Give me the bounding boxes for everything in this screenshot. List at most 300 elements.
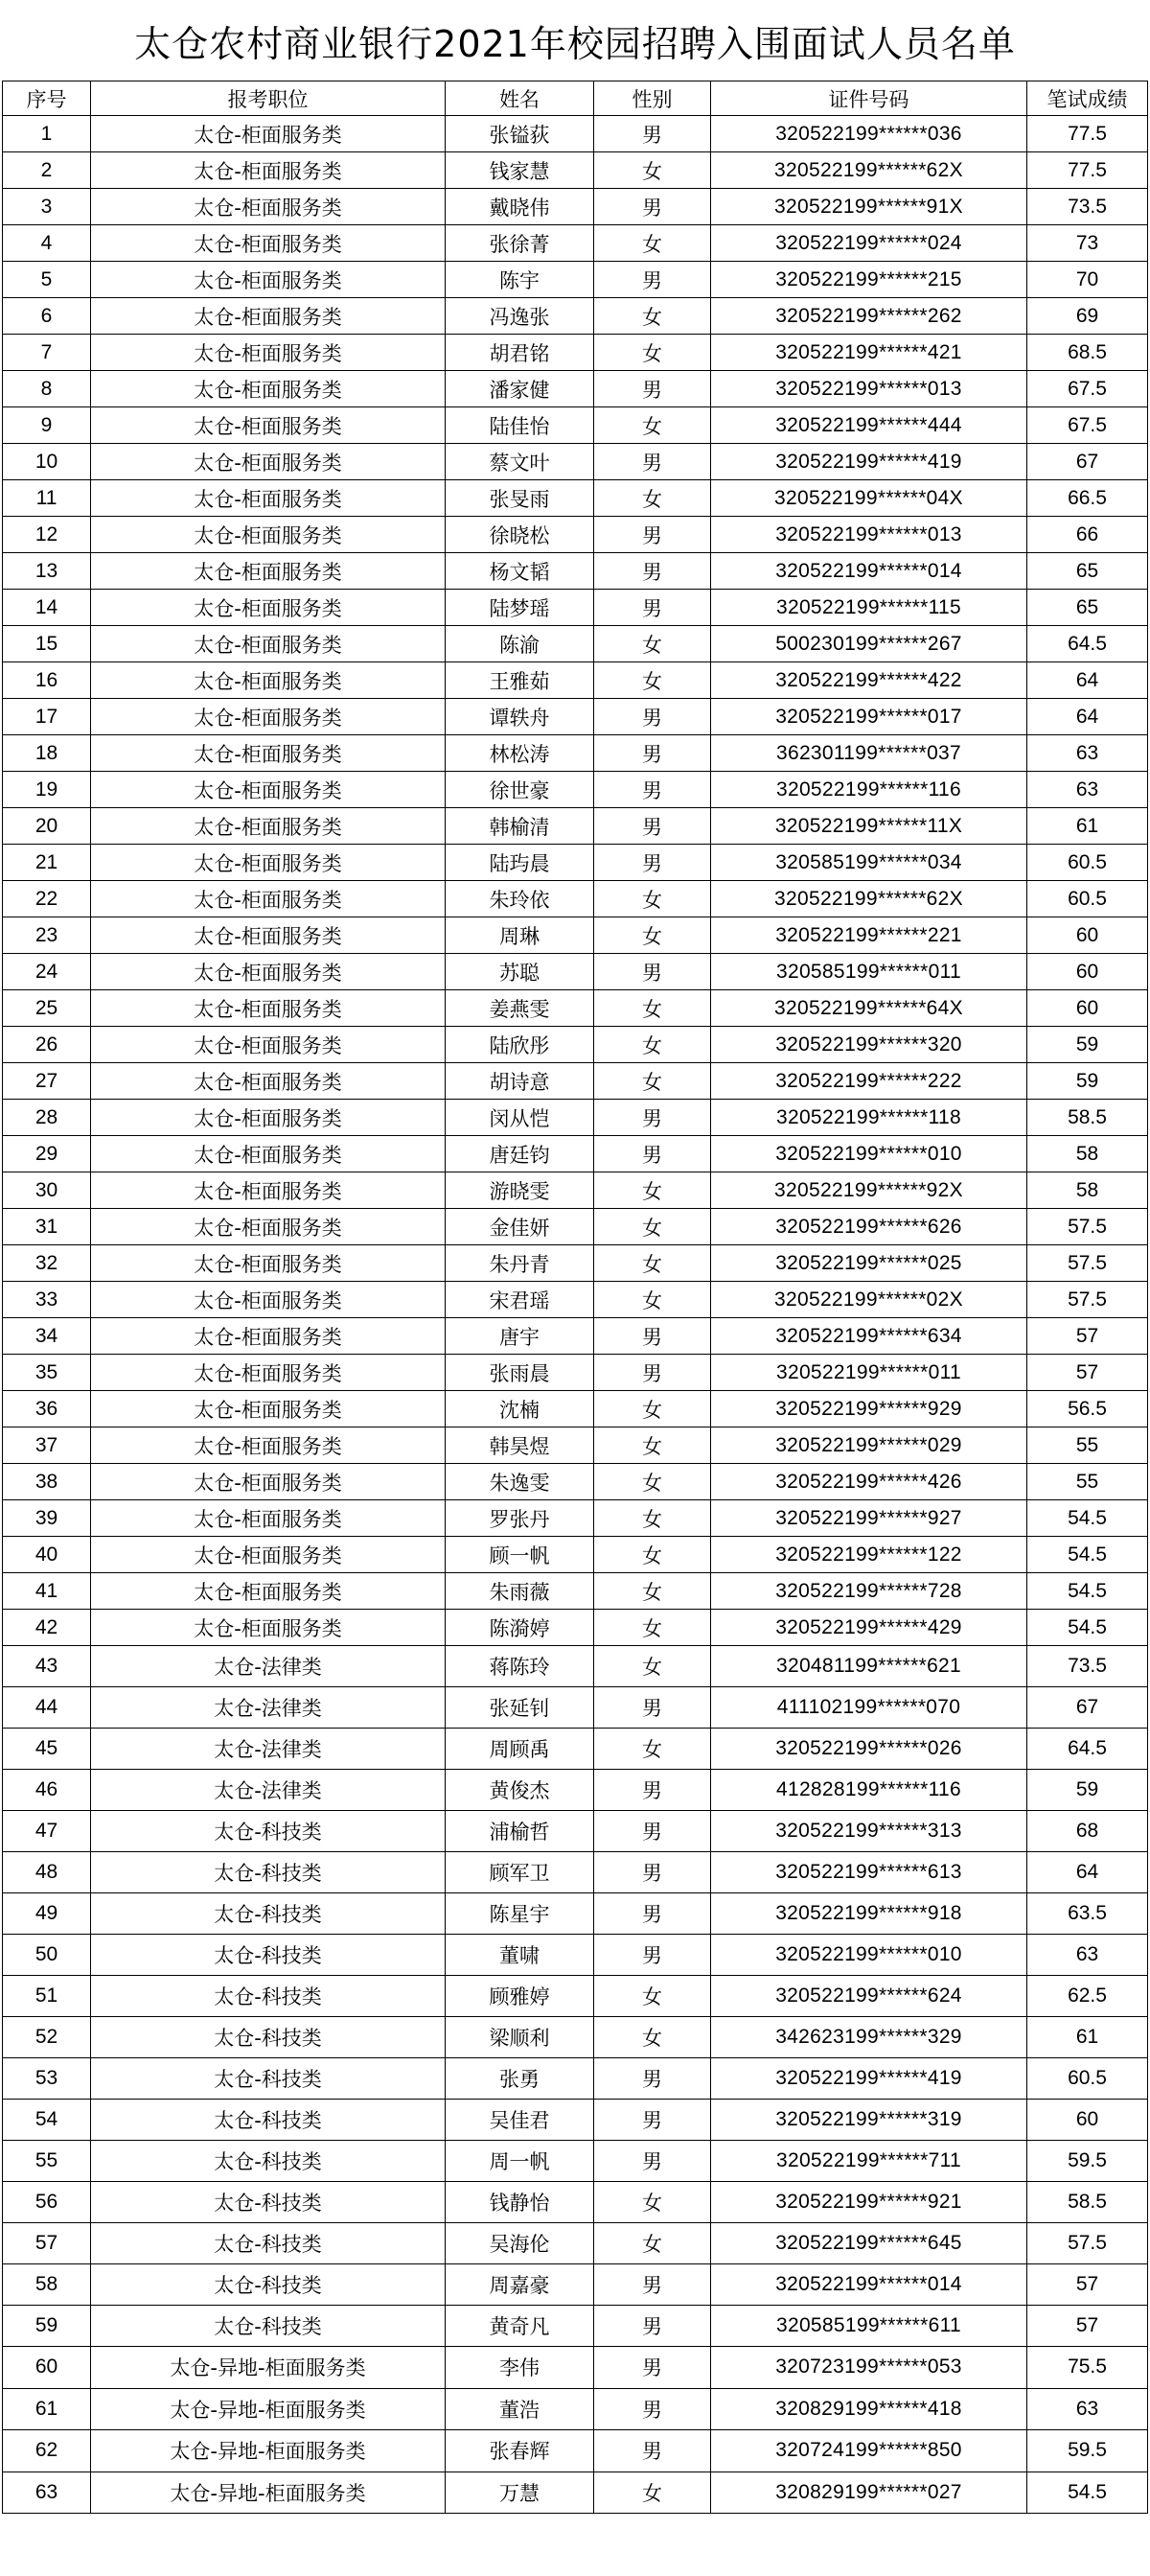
cell-name: 顾军卫 [446,1852,594,1893]
cell-score: 73 [1027,225,1148,262]
cell-score: 58 [1027,1172,1148,1209]
cell-index: 39 [3,1500,91,1537]
cell-position: 太仓-柜面服务类 [91,1209,446,1245]
cell-name: 徐世豪 [446,772,594,808]
table-row [3,2017,1148,2058]
cell-id-number: 320522199******92X [711,1172,1027,1209]
cell-name: 陆欣彤 [446,1027,594,1063]
table-row [3,517,1148,553]
cell-gender: 女 [594,1245,711,1282]
cell-score: 69 [1027,298,1148,335]
cell-name: 吴佳君 [446,2100,594,2141]
cell-gender: 女 [594,1500,711,1537]
table-row [3,2472,1148,2514]
cell-name: 潘家健 [446,371,594,407]
cell-position: 太仓-柜面服务类 [91,1537,446,1573]
cell-name: 蒋陈玲 [446,1646,594,1687]
cell-gender: 男 [594,1893,711,1935]
cell-position: 太仓-柜面服务类 [91,626,446,662]
cell-position: 太仓-柜面服务类 [91,662,446,699]
cell-id-number: 320522199******626 [711,1209,1027,1245]
cell-position: 太仓-柜面服务类 [91,189,446,225]
cell-score: 67 [1027,1687,1148,1729]
cell-name: 朱丹青 [446,1245,594,1282]
table-row [3,1500,1148,1537]
table-row [3,1355,1148,1391]
cell-index: 52 [3,2017,91,2058]
cell-gender: 男 [594,2100,711,2141]
cell-index: 44 [3,1687,91,1729]
cell-position: 太仓-科技类 [91,1893,446,1935]
cell-index: 9 [3,407,91,444]
cell-index: 17 [3,699,91,735]
cell-position: 太仓-柜面服务类 [91,553,446,590]
cell-index: 22 [3,881,91,917]
cell-score: 62.5 [1027,1976,1148,2017]
cell-position: 太仓-柜面服务类 [91,517,446,553]
cell-id-number: 320522199******64X [711,990,1027,1027]
cell-score: 60.5 [1027,2058,1148,2100]
cell-index: 59 [3,2306,91,2347]
cell-gender: 男 [594,1687,711,1729]
cell-name: 宋君瑶 [446,1282,594,1318]
cell-score: 73.5 [1027,1646,1148,1687]
cell-index: 20 [3,808,91,845]
table-row [3,1391,1148,1427]
table-row [3,1935,1148,1976]
cell-index: 24 [3,954,91,990]
cell-id-number: 320829199******027 [711,2472,1027,2514]
cell-score: 64.5 [1027,1729,1148,1770]
cell-position: 太仓-柜面服务类 [91,772,446,808]
cell-name: 游晓雯 [446,1172,594,1209]
cell-position: 太仓-柜面服务类 [91,954,446,990]
cell-gender: 女 [594,1537,711,1573]
cell-gender: 女 [594,1027,711,1063]
cell-score: 60.5 [1027,845,1148,881]
cell-index: 31 [3,1209,91,1245]
cell-score: 60.5 [1027,881,1148,917]
cell-id-number: 412828199******116 [711,1770,1027,1811]
cell-name: 姜燕雯 [446,990,594,1027]
cell-index: 49 [3,1893,91,1935]
cell-gender: 女 [594,1282,711,1318]
cell-gender: 女 [594,1646,711,1687]
cell-name: 谭轶舟 [446,699,594,735]
cell-id-number: 320522199******11X [711,808,1027,845]
cell-index: 62 [3,2430,91,2472]
cell-index: 14 [3,590,91,626]
cell-score: 56.5 [1027,1391,1148,1427]
cell-gender: 女 [594,917,711,954]
cell-gender: 男 [594,1100,711,1136]
cell-index: 8 [3,371,91,407]
table-row [3,917,1148,954]
cell-gender: 男 [594,1811,711,1852]
cell-index: 32 [3,1245,91,1282]
cell-position: 太仓-科技类 [91,2017,446,2058]
cell-id-number: 320522199******91X [711,189,1027,225]
cell-position: 太仓-法律类 [91,1729,446,1770]
cell-index: 11 [3,480,91,517]
cell-id-number: 320585199******611 [711,2306,1027,2347]
table-row [3,1537,1148,1573]
cell-name: 张镒荻 [446,116,594,152]
cell-gender: 女 [594,2223,711,2264]
cell-id-number: 320522199******010 [711,1136,1027,1172]
cell-name: 杨文韬 [446,553,594,590]
cell-id-number: 320829199******418 [711,2388,1027,2430]
cell-position: 太仓-柜面服务类 [91,1500,446,1537]
cell-position: 太仓-科技类 [91,1976,446,2017]
table-header-row [3,81,1148,116]
cell-name: 朱逸雯 [446,1464,594,1500]
cell-id-number: 411102199******070 [711,1687,1027,1729]
cell-id-number: 320522199******013 [711,517,1027,553]
table-row [3,590,1148,626]
cell-gender: 女 [594,298,711,335]
header-id-number: 证件号码 [711,81,1027,116]
cell-name: 钱家慧 [446,152,594,189]
table-body [3,116,1148,2514]
table-row [3,2306,1148,2347]
table-row [3,480,1148,517]
cell-index: 37 [3,1427,91,1464]
cell-id-number: 320522199******319 [711,2100,1027,2141]
table-row [3,371,1148,407]
cell-gender: 男 [594,2430,711,2472]
cell-position: 太仓-柜面服务类 [91,371,446,407]
cell-id-number: 320585199******034 [711,845,1027,881]
cell-name: 唐宇 [446,1318,594,1355]
cell-gender: 男 [594,2306,711,2347]
cell-position: 太仓-柜面服务类 [91,1172,446,1209]
cell-score: 57.5 [1027,1245,1148,1282]
table-row [3,1063,1148,1100]
cell-score: 60 [1027,2100,1148,2141]
cell-score: 61 [1027,808,1148,845]
cell-score: 54.5 [1027,1573,1148,1610]
cell-name: 陆佳怡 [446,407,594,444]
cell-gender: 男 [594,808,711,845]
cell-name: 钱静怡 [446,2182,594,2223]
cell-gender: 女 [594,2182,711,2223]
page-title: 太仓农村商业银行2021年校园招聘入围面试人员名单 [134,23,1016,65]
cell-gender: 女 [594,335,711,371]
cell-position: 太仓-柜面服务类 [91,116,446,152]
cell-gender: 男 [594,116,711,152]
cell-position: 太仓-柜面服务类 [91,1355,446,1391]
table-row [3,553,1148,590]
cell-index: 40 [3,1537,91,1573]
cell-name: 张春辉 [446,2430,594,2472]
cell-position: 太仓-柜面服务类 [91,262,446,298]
cell-score: 64 [1027,1852,1148,1893]
cell-name: 浦榆哲 [446,1811,594,1852]
cell-position: 太仓-柜面服务类 [91,808,446,845]
cell-name: 林松涛 [446,735,594,772]
cell-name: 陈渝 [446,626,594,662]
table-row [3,1610,1148,1646]
cell-position: 太仓-柜面服务类 [91,407,446,444]
cell-name: 苏聪 [446,954,594,990]
cell-index: 27 [3,1063,91,1100]
cell-id-number: 320522199******929 [711,1391,1027,1427]
table-row [3,2388,1148,2430]
cell-position: 太仓-法律类 [91,1646,446,1687]
cell-gender: 男 [594,444,711,480]
cell-score: 68 [1027,1811,1148,1852]
cell-score: 54.5 [1027,1537,1148,1573]
cell-index: 48 [3,1852,91,1893]
cell-score: 57.5 [1027,2223,1148,2264]
candidate-table [2,81,1148,2514]
table-row [3,2347,1148,2389]
cell-name: 周一帆 [446,2141,594,2182]
cell-score: 66 [1027,517,1148,553]
cell-score: 64 [1027,699,1148,735]
cell-position: 太仓-柜面服务类 [91,845,446,881]
cell-score: 55 [1027,1427,1148,1464]
cell-id-number: 342623199******329 [711,2017,1027,2058]
cell-score: 54.5 [1027,1610,1148,1646]
cell-id-number: 320522199******024 [711,225,1027,262]
cell-gender: 男 [594,2388,711,2430]
cell-gender: 男 [594,2264,711,2306]
cell-position: 太仓-柜面服务类 [91,1100,446,1136]
table-row [3,1770,1148,1811]
cell-gender: 男 [594,1136,711,1172]
cell-name: 闵从恺 [446,1100,594,1136]
cell-gender: 男 [594,954,711,990]
cell-id-number: 320522199******262 [711,298,1027,335]
table-row [3,444,1148,480]
cell-position: 太仓-科技类 [91,2264,446,2306]
cell-index: 23 [3,917,91,954]
table-row [3,699,1148,735]
cell-gender: 女 [594,1209,711,1245]
cell-id-number: 500230199******267 [711,626,1027,662]
cell-index: 19 [3,772,91,808]
cell-name: 韩榆清 [446,808,594,845]
table-row [3,772,1148,808]
cell-position: 太仓-柜面服务类 [91,444,446,480]
cell-id-number: 320522199******444 [711,407,1027,444]
table-row [3,954,1148,990]
table-row [3,845,1148,881]
cell-index: 29 [3,1136,91,1172]
cell-score: 57 [1027,2306,1148,2347]
cell-gender: 女 [594,1610,711,1646]
cell-score: 77.5 [1027,152,1148,189]
cell-id-number: 320522199******010 [711,1935,1027,1976]
cell-index: 16 [3,662,91,699]
cell-id-number: 320522199******62X [711,881,1027,917]
table-row [3,225,1148,262]
cell-position: 太仓-异地-柜面服务类 [91,2430,446,2472]
cell-index: 10 [3,444,91,480]
cell-id-number: 320522199******429 [711,1610,1027,1646]
cell-score: 63 [1027,772,1148,808]
cell-name: 张徐菁 [446,225,594,262]
cell-score: 63.5 [1027,1893,1148,1935]
cell-position: 太仓-柜面服务类 [91,1136,446,1172]
cell-index: 47 [3,1811,91,1852]
table-row [3,626,1148,662]
cell-position: 太仓-柜面服务类 [91,1573,446,1610]
cell-id-number: 320522199******115 [711,590,1027,626]
table-row [3,2223,1148,2264]
table-row [3,1136,1148,1172]
cell-id-number: 320522199******118 [711,1100,1027,1136]
cell-position: 太仓-柜面服务类 [91,1391,446,1427]
cell-gender: 男 [594,2058,711,2100]
cell-id-number: 320522199******222 [711,1063,1027,1100]
cell-name: 朱雨薇 [446,1573,594,1610]
cell-gender: 男 [594,553,711,590]
cell-gender: 男 [594,590,711,626]
cell-score: 67 [1027,444,1148,480]
cell-id-number: 320522199******624 [711,1976,1027,2017]
table-row [3,2430,1148,2472]
cell-score: 58.5 [1027,2182,1148,2223]
cell-score: 66.5 [1027,480,1148,517]
cell-position: 太仓-科技类 [91,2100,446,2141]
cell-position: 太仓-柜面服务类 [91,152,446,189]
cell-position: 太仓-科技类 [91,2182,446,2223]
cell-id-number: 320522199******215 [711,262,1027,298]
table-row [3,2182,1148,2223]
cell-gender: 男 [594,772,711,808]
cell-gender: 男 [594,845,711,881]
table-row [3,1729,1148,1770]
table-row [3,881,1148,917]
cell-gender: 女 [594,225,711,262]
cell-id-number: 320724199******850 [711,2430,1027,2472]
cell-index: 3 [3,189,91,225]
cell-id-number: 320522199******728 [711,1573,1027,1610]
cell-gender: 女 [594,662,711,699]
cell-name: 罗张丹 [446,1500,594,1537]
cell-name: 陆梦瑶 [446,590,594,626]
table-row [3,1245,1148,1282]
cell-index: 53 [3,2058,91,2100]
cell-index: 55 [3,2141,91,2182]
cell-gender: 女 [594,152,711,189]
cell-gender: 女 [594,1729,711,1770]
cell-position: 太仓-柜面服务类 [91,990,446,1027]
cell-score: 54.5 [1027,2472,1148,2514]
table-row [3,1811,1148,1852]
cell-position: 太仓-科技类 [91,2141,446,2182]
cell-index: 43 [3,1646,91,1687]
table-row [3,152,1148,189]
cell-score: 60 [1027,917,1148,954]
cell-position: 太仓-法律类 [91,1687,446,1729]
cell-name: 陆玙晨 [446,845,594,881]
cell-name: 周嘉豪 [446,2264,594,2306]
header-index: 序号 [3,81,91,116]
cell-position: 太仓-柜面服务类 [91,1063,446,1100]
table-row [3,1573,1148,1610]
cell-score: 57.5 [1027,1209,1148,1245]
cell-name: 徐晓松 [446,517,594,553]
cell-index: 56 [3,2182,91,2223]
cell-id-number: 320522199******116 [711,772,1027,808]
cell-id-number: 320481199******621 [711,1646,1027,1687]
cell-position: 太仓-柜面服务类 [91,480,446,517]
cell-position: 太仓-柜面服务类 [91,1245,446,1282]
cell-score: 57.5 [1027,1282,1148,1318]
cell-name: 张勇 [446,2058,594,2100]
cell-score: 59.5 [1027,2430,1148,2472]
cell-id-number: 320723199******053 [711,2347,1027,2389]
cell-name: 张旻雨 [446,480,594,517]
cell-index: 4 [3,225,91,262]
cell-id-number: 320522199******04X [711,480,1027,517]
cell-gender: 男 [594,262,711,298]
table-row [3,407,1148,444]
cell-index: 2 [3,152,91,189]
cell-gender: 女 [594,2017,711,2058]
cell-score: 65 [1027,553,1148,590]
cell-name: 黄俊杰 [446,1770,594,1811]
cell-id-number: 320522199******320 [711,1027,1027,1063]
cell-name: 王雅茹 [446,662,594,699]
cell-score: 67.5 [1027,407,1148,444]
cell-gender: 男 [594,1852,711,1893]
cell-score: 59 [1027,1027,1148,1063]
cell-id-number: 320522199******029 [711,1427,1027,1464]
cell-score: 58 [1027,1136,1148,1172]
cell-id-number: 320522199******025 [711,1245,1027,1282]
cell-score: 67.5 [1027,371,1148,407]
cell-gender: 男 [594,699,711,735]
header-score: 笔试成绩 [1027,81,1148,116]
cell-name: 沈楠 [446,1391,594,1427]
cell-name: 周顾禹 [446,1729,594,1770]
cell-gender: 男 [594,189,711,225]
cell-id-number: 320522199******014 [711,553,1027,590]
cell-id-number: 320522199******613 [711,1852,1027,1893]
cell-name: 黄奇凡 [446,2306,594,2347]
cell-gender: 女 [594,881,711,917]
cell-id-number: 320522199******426 [711,1464,1027,1500]
cell-index: 46 [3,1770,91,1811]
cell-gender: 男 [594,2347,711,2389]
table-row [3,735,1148,772]
table-row [3,189,1148,225]
cell-position: 太仓-科技类 [91,2058,446,2100]
table-row [3,1893,1148,1935]
table-row [3,1464,1148,1500]
cell-name: 韩昊煜 [446,1427,594,1464]
cell-score: 77.5 [1027,116,1148,152]
cell-name: 蔡文叶 [446,444,594,480]
table-row [3,808,1148,845]
cell-index: 15 [3,626,91,662]
cell-id-number: 320522199******036 [711,116,1027,152]
table-row [3,1172,1148,1209]
cell-position: 太仓-柜面服务类 [91,917,446,954]
cell-score: 73.5 [1027,189,1148,225]
header-gender: 性别 [594,81,711,116]
cell-gender: 女 [594,2472,711,2514]
cell-position: 太仓-柜面服务类 [91,298,446,335]
cell-id-number: 320522199******122 [711,1537,1027,1573]
cell-gender: 男 [594,371,711,407]
cell-score: 64.5 [1027,626,1148,662]
